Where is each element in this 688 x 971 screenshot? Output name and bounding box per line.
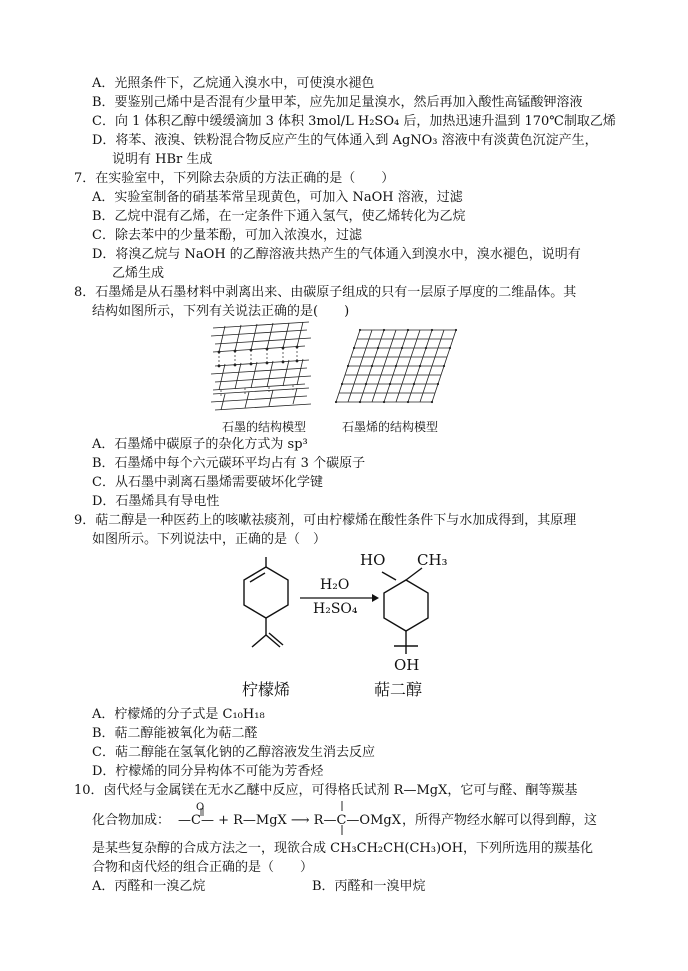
q10-option-a: A．丙醛和一溴乙烷: [92, 879, 206, 894]
q8-option-d: D．石墨烯具有导电性: [92, 494, 220, 509]
q6-option-d: D．将苯、液溴、铁粉混合物反应产生的气体通入到 AgNO₃ 溶液中有淡黄色沉淀产生，: [92, 133, 598, 148]
graphene-structure-figure: [330, 326, 462, 406]
q6-option-d-cont: 说明有 HBr 生成: [112, 152, 213, 167]
q7-option-d: D．将溴乙烷与 NaOH 的乙醇溶液共热产生的气体通入到溴水中，溴水褪色，说明有: [92, 247, 581, 262]
carbonyl-oxygen-label: O: [196, 802, 205, 813]
q10-stem-prefix: 化合物加成：: [92, 813, 171, 828]
methyl-label: CH₃: [417, 551, 448, 569]
q6-option-a: A．光照条件下，乙烷通入溴水中，可使溴水褪色: [92, 76, 375, 91]
graphene-caption: 石墨烯的结构模型: [342, 420, 439, 434]
limonene-structure: [236, 553, 298, 657]
q8-stem: 8．石墨烯是从石墨材料中剥离出来、由碳原子组成的只有一层原子厚度的二维晶体。其: [74, 285, 577, 300]
q6-option-c: C．向 1 体积乙醇中缓缓滴加 3 体积 3mol/L H₂SO₄ 后，加热迅速升温到 170℃制取乙烯: [92, 114, 616, 129]
q9-stem: 9．萜二醇是一种医药上的咳嗽祛痰剂，可由柠檬烯在酸性条件下与水加成得到，其原理: [74, 513, 577, 528]
q7-option-a: A．实验室制备的硝基苯常呈现黄色，可加入 NaOH 溶液，过滤: [92, 190, 463, 205]
q9-option-c: C．萜二醇能在氢氧化钠的乙醇溶液发生消去反应: [92, 745, 375, 760]
grignard-equation: —C— + R—MgX ⟶ R—C—OMgX: [178, 813, 401, 828]
hydroxyl-label-top: HO: [360, 551, 386, 569]
q10-stem: 10．卤代烃与金属镁在无水乙醚中反应，可得格氏试剂 R—MgX，它可与醛、酮等羰基: [74, 783, 578, 798]
graphite-caption: 石墨的结构模型: [222, 420, 307, 434]
hydroxyl-label-bottom: OH: [394, 656, 420, 674]
q7-option-c: C．除去苯中的少量苯酚，可加入浓溴水，过滤: [92, 228, 362, 243]
reagent-sulfuric-acid: H₂SO₄: [313, 601, 358, 617]
q6-option-b: B．要鉴别己烯中是否混有少量甲苯，应先加足量溴水，然后再加入酸性高锰酸钾溶液: [92, 95, 583, 110]
q7-option-d-cont: 乙烯生成: [112, 266, 165, 281]
reagent-water: H₂O: [320, 577, 350, 593]
q10-option-b: B．丙醛和一溴甲烷: [312, 879, 426, 894]
q10-stem-line3: 是某些复杂醇的合成方法之一，现欲合成 CH₃CH₂CH(CH₃)OH，下列所选用的羰基化: [92, 841, 594, 856]
q8-option-b: B．石墨烯中每个六元碳环平均占有 3 个碳原子: [92, 456, 366, 471]
q8-option-a: A．石墨烯中碳原子的杂化方式为 sp³: [92, 437, 308, 452]
q9-option-b: B．萜二醇能被氧化为萜二醛: [92, 726, 258, 741]
q9-stem-cont: 如图所示。下列说法中，正确的是（ ）: [92, 532, 327, 547]
q10-stem-suffix: ，所得产物经水解可以得到醇，这: [402, 813, 598, 828]
q8-option-c: C．从石墨中剥离石墨烯需要破坏化学键: [92, 475, 323, 490]
q7-stem: 7．在实验室中，下列除去杂质的方法正确的是（ ）: [74, 171, 395, 186]
q10-stem-line4: 合物和卤代烃的组合正确的是（ ）: [92, 860, 314, 875]
q7-option-b: B．乙烷中混有乙烯，在一定条件下通入氢气，使乙烯转化为乙烷: [92, 209, 466, 224]
q8-stem-cont: 结构如图所示，下列有关说法正确的是( ): [92, 304, 350, 319]
terpin-diol-name: 萜二醇: [374, 680, 423, 699]
limonene-name: 柠檬烯: [242, 680, 291, 699]
graphite-structure-figure: [205, 318, 317, 414]
q9-option-a: A．柠檬烯的分子式是 C₁₀H₁₈: [92, 707, 265, 722]
q9-option-d: D．柠檬烯的同分异构体不可能为芳香烃: [92, 764, 324, 779]
